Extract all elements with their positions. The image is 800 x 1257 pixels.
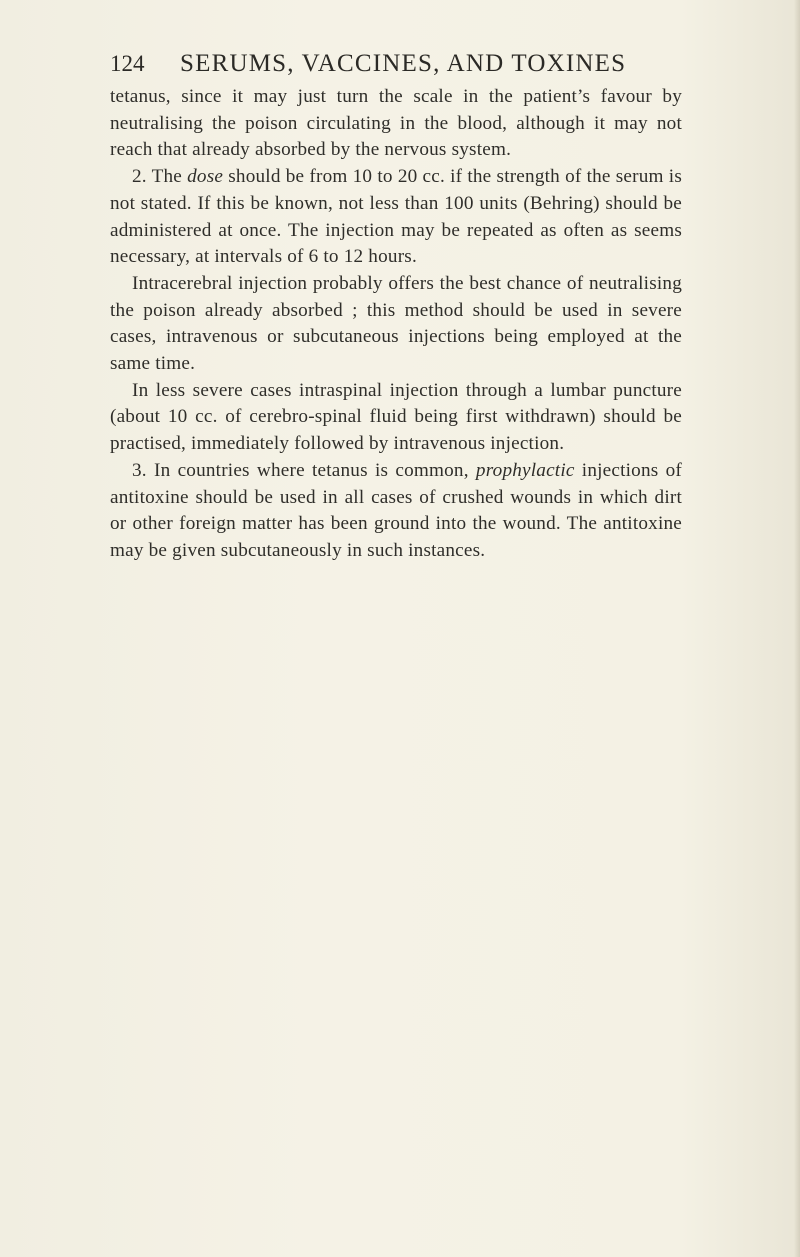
page-header	[110, 50, 670, 78]
paragraph-prophylactic-rest: injections of antitoxine should be used in all cases of crushed wounds in which dirt or other foreign matter has been ground into the wound. The antitoxine may be given subcutaneously in such instances.	[110, 459, 682, 561]
running-title: SERUMS, VACCINES, AND TOXINES	[180, 50, 627, 77]
page-edge-shadow	[794, 0, 800, 1257]
dose-term: dose	[187, 166, 224, 188]
paragraph-intracerebral: Intracerebral injection probably offers the best chance of neutralising the poison already absorbed ; this method should be used in severe cases, intravenous or subcutaneous injections being employed at the same time.	[110, 272, 682, 375]
paragraph-prophylactic	[110, 458, 682, 565]
body-text	[110, 84, 682, 565]
paragraph-dose	[110, 164, 682, 271]
paragraph-prophylactic-lead: 3. In countries where tetanus is common,	[132, 459, 476, 481]
paragraph-intraspinal: In less severe cases intraspinal injection through a lumbar puncture (about 10 cc. of cerebro-spinal fluid being first withdrawn) should be practised, immediately followed by intravenous injection.	[110, 379, 682, 455]
paragraph-dose-lead: 2. The	[132, 166, 188, 188]
page-number: 124	[110, 51, 145, 76]
paragraph-dose-rest: should be from 10 to 20 cc. if the strength of the serum is not stated. If this be known, not less than 100 units (Behring) should be administered at once. The injection may be repeated as often as seems necessary, at intervals of 6 to 12 hours.	[110, 166, 682, 268]
prophylactic-term: prophylactic	[475, 459, 575, 481]
paragraph-continuation: tetanus, since it may just turn the scale in the patient’s favour by neutralising the poison circulating in the blood, although it may not reach that already absorbed by the nervous system.	[110, 86, 682, 161]
